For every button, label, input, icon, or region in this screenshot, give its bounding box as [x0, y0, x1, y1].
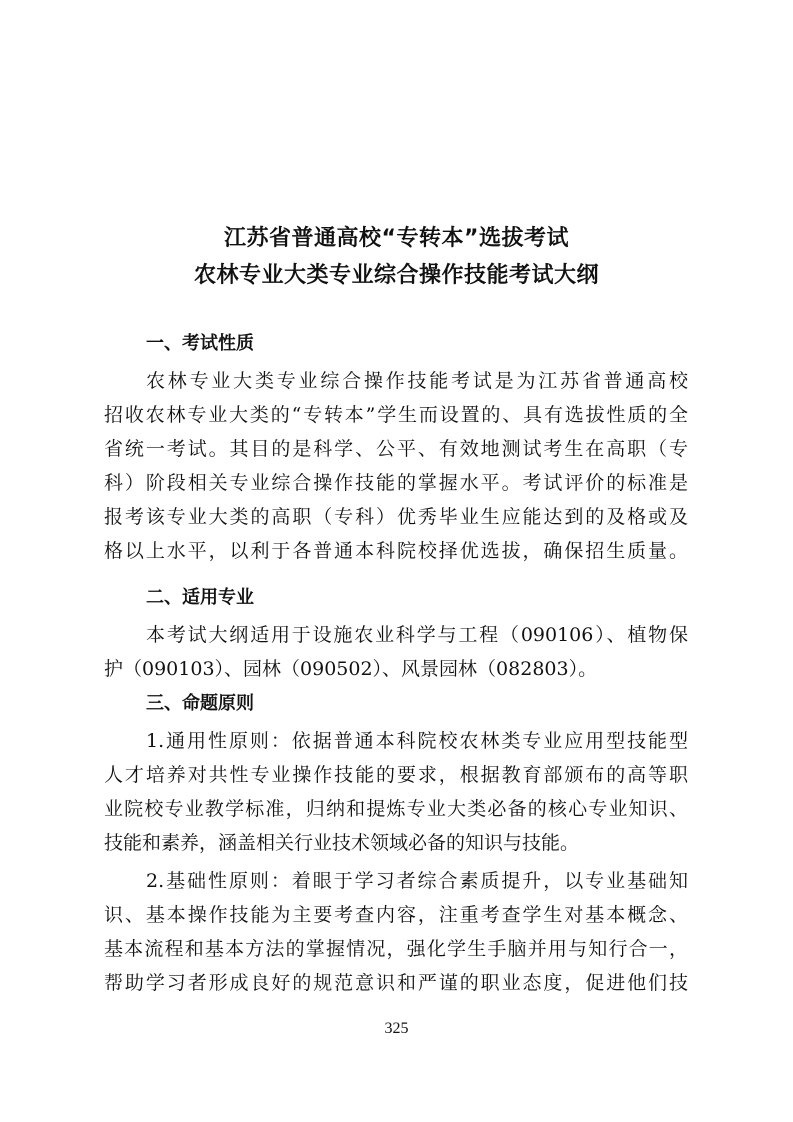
- document-title-line-1: 江苏省普通高校“专转本”选拔考试: [224, 226, 569, 251]
- document-title-line-2: 农林专业大类专业综合操作技能考试大纲: [193, 263, 599, 288]
- paragraph-line: 业院校专业教学标准，归纳和提炼专业大类必备的核心专业知识、: [104, 798, 688, 820]
- paragraph-line: 识、基本操作技能为主要考查内容，注重考查学生对基本概念、: [104, 904, 688, 926]
- paragraph-line: 人才培养对共性专业操作技能的要求，根据教育部颁布的高等职: [104, 764, 688, 786]
- paragraph-line: 1.通用性原则：依据普通本科院校农林类专业应用型技能型: [146, 730, 688, 752]
- paragraph-line: 帮助学习者形成良好的规范意识和严谨的职业态度，促进他们技: [104, 972, 688, 994]
- paragraph-line: 技能和素养，涵盖相关行业技术领域必备的知识与技能。: [104, 832, 580, 854]
- section-heading-proposition-principles: 三、命题原则: [146, 693, 254, 714]
- paragraph-line: 省统一考试。其目的是科学、公平、有效地测试考生在高职（专: [104, 438, 688, 460]
- paragraph-line: 格以上水平，以利于各普通本科院校择优选拔，确保招生质量。: [104, 540, 688, 562]
- page-number: 325: [384, 1020, 409, 1037]
- section-heading-applicable-majors: 二、适用专业: [146, 587, 254, 608]
- paragraph-line: 农林专业大类专业综合操作技能考试是为江苏省普通高校: [146, 370, 688, 392]
- section-heading-exam-nature: 一、考试性质: [146, 333, 254, 354]
- paragraph-line: 本考试大纲适用于设施农业科学与工程（090106）、植物保: [146, 624, 688, 646]
- paragraph-line: 科）阶段相关专业综合操作技能的掌握水平。考试评价的标准是: [104, 472, 688, 494]
- paragraph-line: 基本流程和基本方法的掌握情况，强化学生手脑并用与知行合一，: [104, 938, 688, 960]
- paragraph-line: 招收农林专业大类的“专转本”学生而设置的、具有选拔性质的全: [104, 404, 688, 426]
- paragraph-line: 2.基础性原则：着眼于学习者综合素质提升，以专业基础知: [146, 870, 688, 892]
- paragraph-line: 报考该专业大类的高职（专科）优秀毕业生应能达到的及格或及: [104, 506, 688, 528]
- paragraph-line: 护（090103）、园林（090502）、风景园林（082803）。: [104, 658, 598, 680]
